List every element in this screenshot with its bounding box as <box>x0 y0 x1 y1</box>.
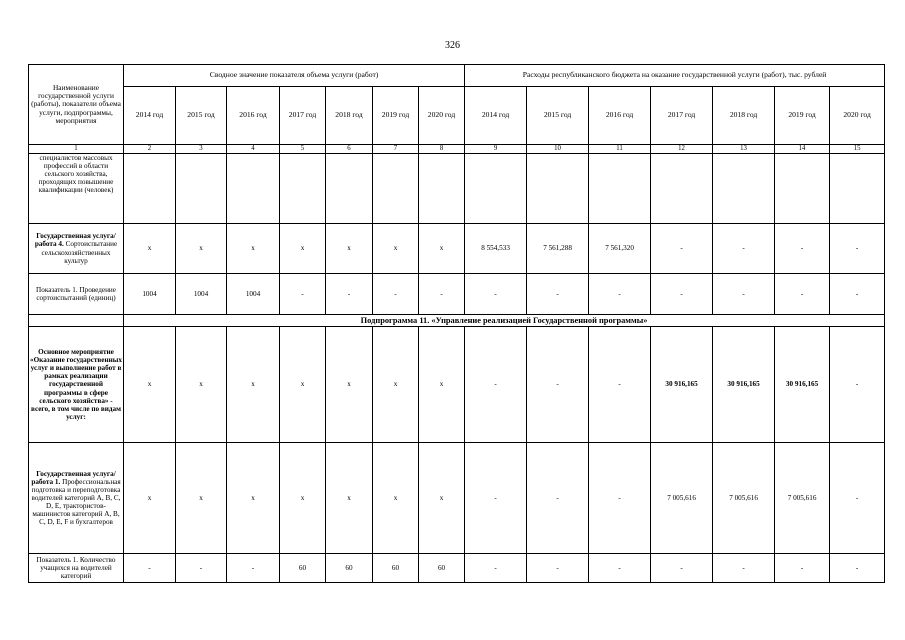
table-cell: 7 005,616 <box>713 443 775 554</box>
table-cell: 30 916,165 <box>775 327 830 443</box>
table-cell <box>280 154 326 224</box>
table-row <box>29 315 885 327</box>
table-cell: 30 916,165 <box>651 327 713 443</box>
table-cell: - <box>227 554 280 583</box>
subprogram-heading: Подпрограмма 11. «Управление реализацией Государственной программы» <box>124 315 885 327</box>
table-cell <box>227 154 280 224</box>
year-header: 2015 год <box>176 87 227 145</box>
table-cell: - <box>176 554 227 583</box>
column-number: 1 <box>29 145 124 154</box>
table-cell <box>29 315 124 327</box>
table-cell: 60 <box>280 554 326 583</box>
column-number: 14 <box>775 145 830 154</box>
column-number: 6 <box>326 145 373 154</box>
table-cell: - <box>775 224 830 274</box>
table-cell: - <box>775 554 830 583</box>
year-header: 2017 год <box>651 87 713 145</box>
table-cell <box>419 154 465 224</box>
column-number: 9 <box>465 145 527 154</box>
table-row <box>29 274 885 315</box>
table-cell: - <box>527 443 589 554</box>
year-header: 2014 год <box>124 87 176 145</box>
table-cell: - <box>713 274 775 315</box>
table-row <box>29 443 885 554</box>
column-number: 12 <box>651 145 713 154</box>
column-number: 15 <box>830 145 885 154</box>
row-name: специалистов массовых профессий в области сельского хозяйства, проходящих повышение квалификации (человек) <box>29 154 124 224</box>
table-cell: 60 <box>326 554 373 583</box>
row-name-bold: Государственная услуга/работа 1. <box>31 469 116 486</box>
table-cell: x <box>227 224 280 274</box>
column-number: 2 <box>124 145 176 154</box>
table-row <box>29 554 885 583</box>
table-cell: - <box>651 554 713 583</box>
column-number-row <box>29 145 885 154</box>
column-number: 5 <box>280 145 326 154</box>
table-cell: x <box>373 443 419 554</box>
table-row <box>29 154 885 224</box>
table-row <box>29 224 885 274</box>
year-header: 2015 год <box>527 87 589 145</box>
table-cell: - <box>830 443 885 554</box>
row-name <box>29 443 124 554</box>
year-header: 2020 год <box>830 87 885 145</box>
budget-table <box>28 64 885 583</box>
table-cell: x <box>373 224 419 274</box>
table-cell: - <box>465 443 527 554</box>
row-name: Основное мероприятие «Оказание государственных услуг и выполнение работ в рамках реализации государственной программы в сфере сельского хозяйства» - всего, в том числе по видам услуг: <box>29 327 124 443</box>
row-name-bold: Государственная услуга/работа 4. <box>34 232 116 249</box>
table-cell: x <box>176 224 227 274</box>
table-cell: x <box>280 224 326 274</box>
table-cell: - <box>527 327 589 443</box>
year-header: 2020 год <box>419 87 465 145</box>
table-cell: x <box>326 327 373 443</box>
table-cell <box>589 154 651 224</box>
table-cell <box>124 154 176 224</box>
year-header: 2017 год <box>280 87 326 145</box>
column-number: 8 <box>419 145 465 154</box>
table-cell: - <box>124 554 176 583</box>
row-name-text: Профессиональная подготовка и переподготовка водителей категорий А, В, С, D, Е, трактористов-машинистов категорий А, В, С, D, Е, F и бухгалтеров <box>31 477 121 527</box>
table-cell: x <box>280 327 326 443</box>
table-cell <box>326 154 373 224</box>
table-cell: - <box>465 554 527 583</box>
table-cell: x <box>227 327 280 443</box>
table-cell: - <box>651 224 713 274</box>
year-header: 2019 год <box>775 87 830 145</box>
header-name-column: Наименование государственной услуги (работы), показатели объема услуги, подпрограммы, мероприятия <box>29 65 124 145</box>
column-number: 10 <box>527 145 589 154</box>
table-cell: x <box>176 327 227 443</box>
table-cell: - <box>465 327 527 443</box>
table-cell: - <box>775 274 830 315</box>
table-cell: x <box>419 443 465 554</box>
table-cell: x <box>326 443 373 554</box>
table-cell: - <box>373 274 419 315</box>
column-number: 13 <box>713 145 775 154</box>
year-header: 2016 год <box>227 87 280 145</box>
header-group-volume: Сводное значение показателя объема услуги (работ) <box>124 65 465 87</box>
table-cell: - <box>280 274 326 315</box>
table-cell: - <box>651 274 713 315</box>
table-cell: 8 554,533 <box>465 224 527 274</box>
table-cell: 1004 <box>124 274 176 315</box>
table-cell: - <box>713 554 775 583</box>
table-cell: - <box>830 274 885 315</box>
table-cell: 7 005,616 <box>651 443 713 554</box>
year-header: 2018 год <box>326 87 373 145</box>
table-cell: x <box>280 443 326 554</box>
table-cell <box>713 154 775 224</box>
table-cell: - <box>326 274 373 315</box>
row-name-text: Сортоиспытание сельскохозяйственных культур <box>41 240 118 265</box>
table-cell: x <box>419 327 465 443</box>
table-cell: - <box>419 274 465 315</box>
table-row <box>29 327 885 443</box>
table-cell: - <box>830 224 885 274</box>
table-cell <box>775 154 830 224</box>
table-cell: - <box>589 443 651 554</box>
table-cell: 30 916,165 <box>713 327 775 443</box>
table-cell: x <box>373 327 419 443</box>
table-cell <box>651 154 713 224</box>
year-header: 2018 год <box>713 87 775 145</box>
table-cell: - <box>713 224 775 274</box>
table-cell: 1004 <box>227 274 280 315</box>
table-cell: x <box>124 224 176 274</box>
header-group-expenses: Расходы республиканского бюджета на оказание государственной услуги (работ), тыс. рублей <box>465 65 885 87</box>
table-cell: x <box>227 443 280 554</box>
row-name <box>29 224 124 274</box>
table-cell: 60 <box>419 554 465 583</box>
row-name: Показатель 1. Количество учащихся на водителей категорий <box>29 554 124 583</box>
table-cell: x <box>124 327 176 443</box>
column-number: 7 <box>373 145 419 154</box>
table-cell <box>176 154 227 224</box>
table-cell <box>373 154 419 224</box>
table-cell: - <box>527 554 589 583</box>
table-cell <box>465 154 527 224</box>
table-cell: 7 561,320 <box>589 224 651 274</box>
table-cell: - <box>527 274 589 315</box>
year-header: 2016 год <box>589 87 651 145</box>
table-cell: x <box>124 443 176 554</box>
table-cell: 7 561,288 <box>527 224 589 274</box>
table-cell <box>830 154 885 224</box>
table-cell: - <box>589 554 651 583</box>
table-cell: 1004 <box>176 274 227 315</box>
column-number: 11 <box>589 145 651 154</box>
column-number: 3 <box>176 145 227 154</box>
table-cell <box>527 154 589 224</box>
table-cell: 7 005,616 <box>775 443 830 554</box>
row-name: Показатель 1. Проведение сортоиспытаний (единиц) <box>29 274 124 315</box>
year-header: 2019 год <box>373 87 419 145</box>
table-cell: x <box>326 224 373 274</box>
table-cell: - <box>830 554 885 583</box>
column-number: 4 <box>227 145 280 154</box>
page-number: 326 <box>445 40 460 51</box>
table-cell: x <box>419 224 465 274</box>
table-cell: 60 <box>373 554 419 583</box>
table-cell: - <box>589 327 651 443</box>
table-cell: x <box>176 443 227 554</box>
table-cell: - <box>589 274 651 315</box>
table-cell: - <box>830 327 885 443</box>
table-cell: - <box>465 274 527 315</box>
year-header: 2014 год <box>465 87 527 145</box>
